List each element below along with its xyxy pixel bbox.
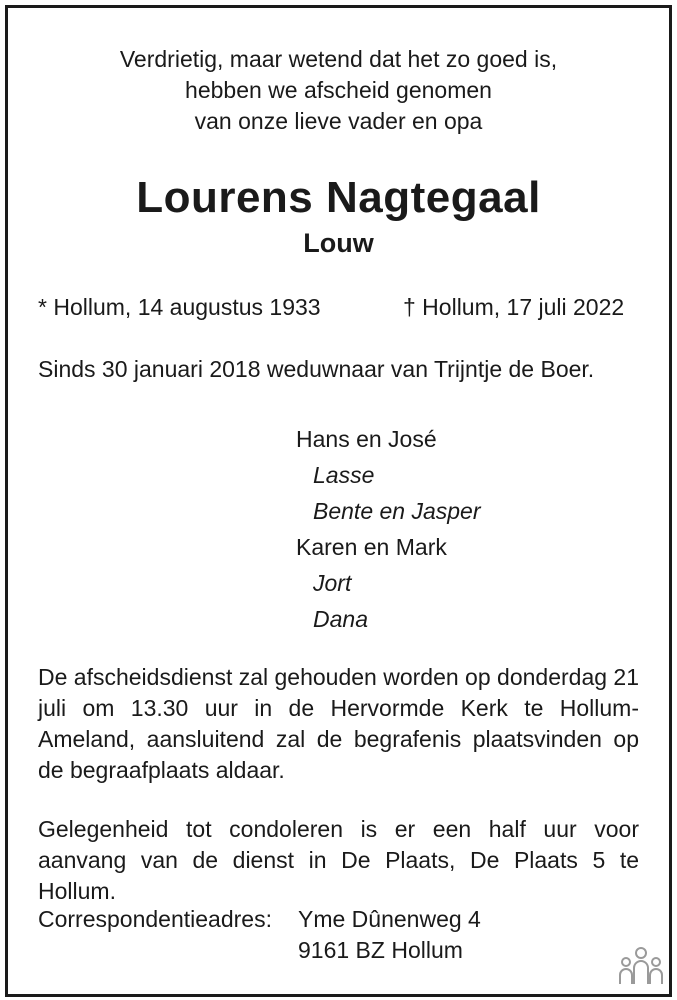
address-city: 9161 BZ Hollum xyxy=(298,937,463,963)
family-list xyxy=(296,421,481,637)
family-couple: Hans en José xyxy=(296,426,437,452)
widower-line: Sinds 30 januari 2018 weduwnaar van Trijntje de Boer. xyxy=(38,356,595,382)
grandchild: Jort xyxy=(313,570,352,596)
intro-line-2: hebben we afscheid genomen xyxy=(185,77,492,103)
service-paragraph: De afscheidsdienst zal gehouden worden op donderdag 21 juli om 13.30 uur in de Hervormde Kerk te Hollum-Ameland, aansluitend zal de begrafenis plaatsvinden op de begraafplaats aldaar. xyxy=(38,664,639,783)
grandchild: Dana xyxy=(313,606,368,632)
correspondence-address xyxy=(38,904,481,966)
deceased-name: Lourens Nagtegaal xyxy=(136,173,541,222)
deceased-nickname: Louw xyxy=(303,228,374,258)
birth-date: * Hollum, 14 augustus 1933 xyxy=(38,294,321,320)
intro-text xyxy=(0,44,677,137)
family-couple: Karen en Mark xyxy=(296,534,447,560)
grandchild: Lasse xyxy=(313,462,375,488)
condolence-paragraph: Gelegenheid tot condoleren is er een half uur voor aanvang van de dienst in De Plaats, De Plaats 5 te Hollum. xyxy=(38,816,639,904)
intro-line-3: van onze lieve vader en opa xyxy=(194,108,483,134)
address-street: Yme Dûnenweg 4 xyxy=(298,906,481,932)
intro-line-1: Verdrietig, maar wetend dat het zo goed is, xyxy=(119,46,558,72)
address-label: Correspondentieadres: xyxy=(38,906,272,932)
grandchild: Bente en Jasper xyxy=(313,498,481,524)
family-people-icon xyxy=(617,945,665,985)
death-date: † Hollum, 17 juli 2022 xyxy=(403,294,625,320)
